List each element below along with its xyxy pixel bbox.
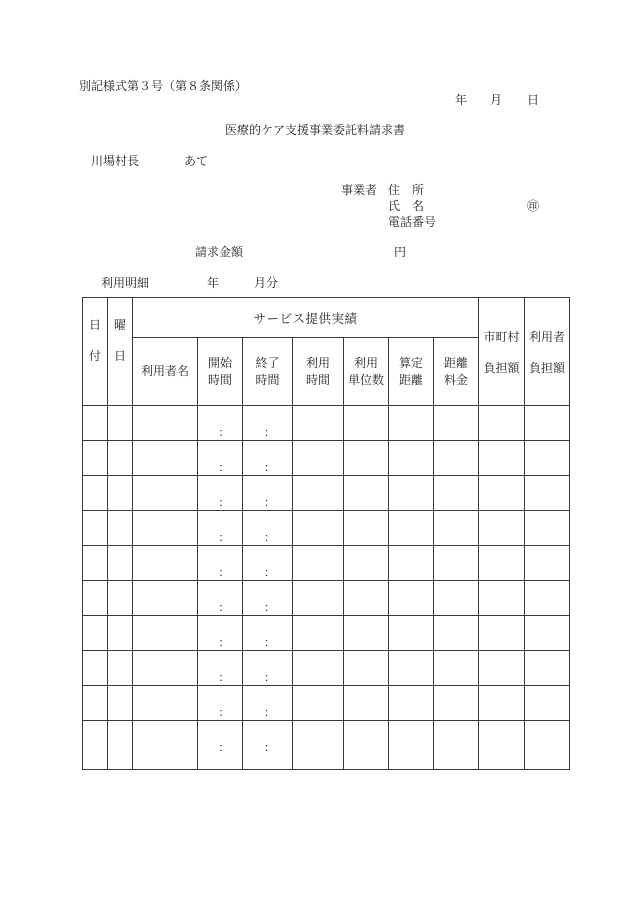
user-name-cell: [133, 616, 198, 651]
calculated-distance-header: [389, 338, 434, 406]
provider-address-label: 住 所: [388, 183, 425, 197]
start-time-cell: [198, 651, 243, 686]
weekday-cell: [108, 581, 133, 616]
calculated-distance-cell: [389, 581, 434, 616]
header-line: 利用者名: [140, 364, 189, 378]
header-line: 開始: [207, 355, 232, 370]
date-cell: [83, 546, 108, 581]
municipal-burden-cell: [479, 651, 525, 686]
table-row: [83, 651, 570, 686]
usage-units-cell: [344, 546, 389, 581]
calculated-distance-cell: [389, 721, 434, 770]
user-name-cell: [133, 546, 198, 581]
time-separator: ：: [264, 707, 275, 719]
date-cell: [83, 441, 108, 476]
end-time-cell: [243, 546, 293, 581]
service-record-header: サービス提供実績: [133, 298, 479, 338]
time-separator: ：: [218, 707, 230, 719]
end-time-header: [243, 338, 293, 406]
usage-year-label: 年: [207, 276, 220, 290]
table-body: [83, 406, 570, 770]
user-burden-cell: [525, 581, 570, 616]
date-header: [83, 298, 108, 406]
end-time-cell: [243, 441, 293, 476]
weekday-cell: [108, 686, 133, 721]
weekday-cell: [108, 546, 133, 581]
time-separator: ：: [218, 742, 230, 754]
user-burden-cell: [525, 511, 570, 546]
table-row: [83, 721, 570, 770]
header-line: 距離: [398, 372, 423, 387]
usage-time-cell: [293, 651, 344, 686]
user-name-cell: [133, 721, 198, 770]
date-cell: [83, 721, 108, 770]
usage-time-cell: [293, 581, 344, 616]
municipal-burden-cell: [479, 581, 525, 616]
provider-phone-label: 電話番号: [388, 215, 437, 229]
addressee-name: 川場村長: [91, 154, 140, 168]
usage-detail-table: [82, 297, 570, 770]
time-separator: ：: [264, 532, 275, 544]
table-row: [83, 511, 570, 546]
weekday-cell: [108, 721, 133, 770]
weekday-cell: [108, 651, 133, 686]
table-row: [83, 616, 570, 651]
provider-label: 事業者: [341, 183, 378, 197]
calculated-distance-cell: [389, 441, 434, 476]
header-line: 料金: [444, 372, 469, 387]
provider-name-label: 氏 名: [388, 199, 425, 213]
header-line: 曜: [113, 318, 126, 332]
time-separator: ：: [264, 672, 275, 684]
date-day-label: 日: [527, 93, 540, 107]
municipal-burden-cell: [479, 616, 525, 651]
usage-time-header: [293, 338, 344, 406]
usage-units-cell: [344, 406, 389, 441]
start-time-cell: [198, 441, 243, 476]
user-name-cell: [133, 651, 198, 686]
start-time-cell: [198, 511, 243, 546]
header-line: 利用: [305, 355, 330, 370]
start-time-cell: [198, 406, 243, 441]
usage-time-cell: [293, 511, 344, 546]
start-time-cell: [198, 686, 243, 721]
calculated-distance-cell: [389, 651, 434, 686]
user-name-cell: [133, 686, 198, 721]
time-separator: ：: [264, 742, 275, 754]
municipal-burden-cell: [479, 511, 525, 546]
usage-units-cell: [344, 721, 389, 770]
header-line: 時間: [305, 372, 330, 387]
weekday-cell: [108, 476, 133, 511]
start-time-cell: [198, 616, 243, 651]
end-time-cell: [243, 651, 293, 686]
usage-time-cell: [293, 686, 344, 721]
start-time-cell: [198, 476, 243, 511]
weekday-cell: [108, 511, 133, 546]
date-year-label: 年: [455, 93, 468, 107]
header-line: 日: [113, 349, 126, 363]
user-burden-cell: [525, 546, 570, 581]
header-line: 算定: [398, 355, 423, 370]
municipal-burden-header: [479, 298, 525, 406]
weekday-cell: [108, 441, 133, 476]
user-burden-cell: [525, 616, 570, 651]
form-reference: 別記様式第３号（第８条関係）: [79, 79, 248, 93]
end-time-cell: [243, 476, 293, 511]
date-cell: [83, 686, 108, 721]
start-time-cell: [198, 581, 243, 616]
usage-time-cell: [293, 441, 344, 476]
table-row: [83, 476, 570, 511]
header-line: 時間: [255, 372, 280, 387]
header-line: 時間: [207, 372, 232, 387]
end-time-cell: [243, 686, 293, 721]
time-separator: ：: [218, 637, 230, 649]
time-separator: ：: [218, 567, 230, 579]
user-name-cell: [133, 476, 198, 511]
table-row: [83, 406, 570, 441]
header-line: 付: [88, 349, 101, 363]
usage-time-cell: [293, 721, 344, 770]
user-name-cell: [133, 441, 198, 476]
calculated-distance-cell: [389, 476, 434, 511]
distance-fee-cell: [434, 476, 479, 511]
usage-detail-label: 利用明細: [101, 276, 150, 290]
distance-fee-cell: [434, 686, 479, 721]
calculated-distance-cell: [389, 546, 434, 581]
header-line: 利用者: [529, 330, 566, 344]
header-line: 負担額: [529, 361, 566, 375]
user-burden-header: [525, 298, 570, 406]
start-time-cell: [198, 721, 243, 770]
time-separator: ：: [264, 427, 275, 439]
usage-units-cell: [344, 651, 389, 686]
time-separator: ：: [264, 637, 275, 649]
table-row: [83, 546, 570, 581]
distance-fee-cell: [434, 651, 479, 686]
date-cell: [83, 476, 108, 511]
start-time-header: [198, 338, 243, 406]
end-time-cell: [243, 721, 293, 770]
date-cell: [83, 511, 108, 546]
usage-month-label: 月分: [254, 276, 279, 290]
end-time-cell: [243, 616, 293, 651]
date-cell: [83, 581, 108, 616]
time-separator: ：: [218, 602, 230, 614]
weekday-header: [108, 298, 133, 406]
time-separator: ：: [264, 462, 275, 474]
usage-units-cell: [344, 581, 389, 616]
end-time-cell: [243, 406, 293, 441]
distance-fee-cell: [434, 581, 479, 616]
billing-amount-label: 請求金額: [195, 245, 244, 259]
time-separator: ：: [218, 427, 230, 439]
usage-units-cell: [344, 476, 389, 511]
municipal-burden-cell: [479, 686, 525, 721]
billing-currency: 円: [394, 245, 407, 259]
time-separator: ：: [264, 567, 275, 579]
date-cell: [83, 651, 108, 686]
municipal-burden-cell: [479, 441, 525, 476]
date-cell: [83, 616, 108, 651]
time-separator: ：: [218, 462, 230, 474]
usage-units-header: [344, 338, 389, 406]
usage-time-cell: [293, 476, 344, 511]
user-name-cell: [133, 406, 198, 441]
time-separator: ：: [218, 672, 230, 684]
usage-units-cell: [344, 511, 389, 546]
end-time-cell: [243, 511, 293, 546]
distance-fee-cell: [434, 546, 479, 581]
calculated-distance-cell: [389, 511, 434, 546]
municipal-burden-cell: [479, 546, 525, 581]
user-burden-cell: [525, 441, 570, 476]
usage-time-cell: [293, 616, 344, 651]
usage-units-cell: [344, 441, 389, 476]
table-row: [83, 581, 570, 616]
distance-fee-header: [434, 338, 479, 406]
user-burden-cell: [525, 686, 570, 721]
user-burden-cell: [525, 476, 570, 511]
end-time-cell: [243, 581, 293, 616]
distance-fee-cell: [434, 441, 479, 476]
date-cell: [83, 406, 108, 441]
calculated-distance-cell: [389, 616, 434, 651]
distance-fee-cell: [434, 721, 479, 770]
usage-units-cell: [344, 616, 389, 651]
seal-mark: ㊞: [527, 199, 540, 213]
time-separator: ：: [218, 532, 230, 544]
distance-fee-cell: [434, 511, 479, 546]
header-line: 終了: [255, 355, 280, 370]
user-name-header: [133, 338, 198, 406]
distance-fee-cell: [434, 406, 479, 441]
calculated-distance-cell: [389, 406, 434, 441]
user-name-cell: [133, 511, 198, 546]
time-separator: ：: [218, 497, 230, 509]
municipal-burden-cell: [479, 476, 525, 511]
table-row: [83, 441, 570, 476]
document-title: 医療的ケア支援事業委託料請求書: [224, 123, 405, 137]
user-burden-cell: [525, 406, 570, 441]
header-line: 単位数: [347, 372, 384, 387]
date-month-label: 月: [490, 93, 503, 107]
usage-time-cell: [293, 546, 344, 581]
calculated-distance-cell: [389, 686, 434, 721]
header-line: 距離: [444, 355, 469, 370]
addressee-honorific: あて: [184, 154, 209, 168]
weekday-cell: [108, 406, 133, 441]
table-row: [83, 686, 570, 721]
usage-units-cell: [344, 686, 389, 721]
usage-time-cell: [293, 406, 344, 441]
municipal-burden-cell: [479, 721, 525, 770]
header-line: 市町村: [483, 330, 520, 344]
header-line: 利用: [353, 355, 378, 370]
user-burden-cell: [525, 721, 570, 770]
weekday-cell: [108, 616, 133, 651]
distance-fee-cell: [434, 616, 479, 651]
time-separator: ：: [264, 497, 275, 509]
user-burden-cell: [525, 651, 570, 686]
header-line: 日: [88, 318, 101, 332]
time-separator: ：: [264, 602, 275, 614]
municipal-burden-cell: [479, 406, 525, 441]
start-time-cell: [198, 546, 243, 581]
header-row-top: [83, 298, 570, 338]
user-name-cell: [133, 581, 198, 616]
header-line: 負担額: [483, 361, 520, 375]
